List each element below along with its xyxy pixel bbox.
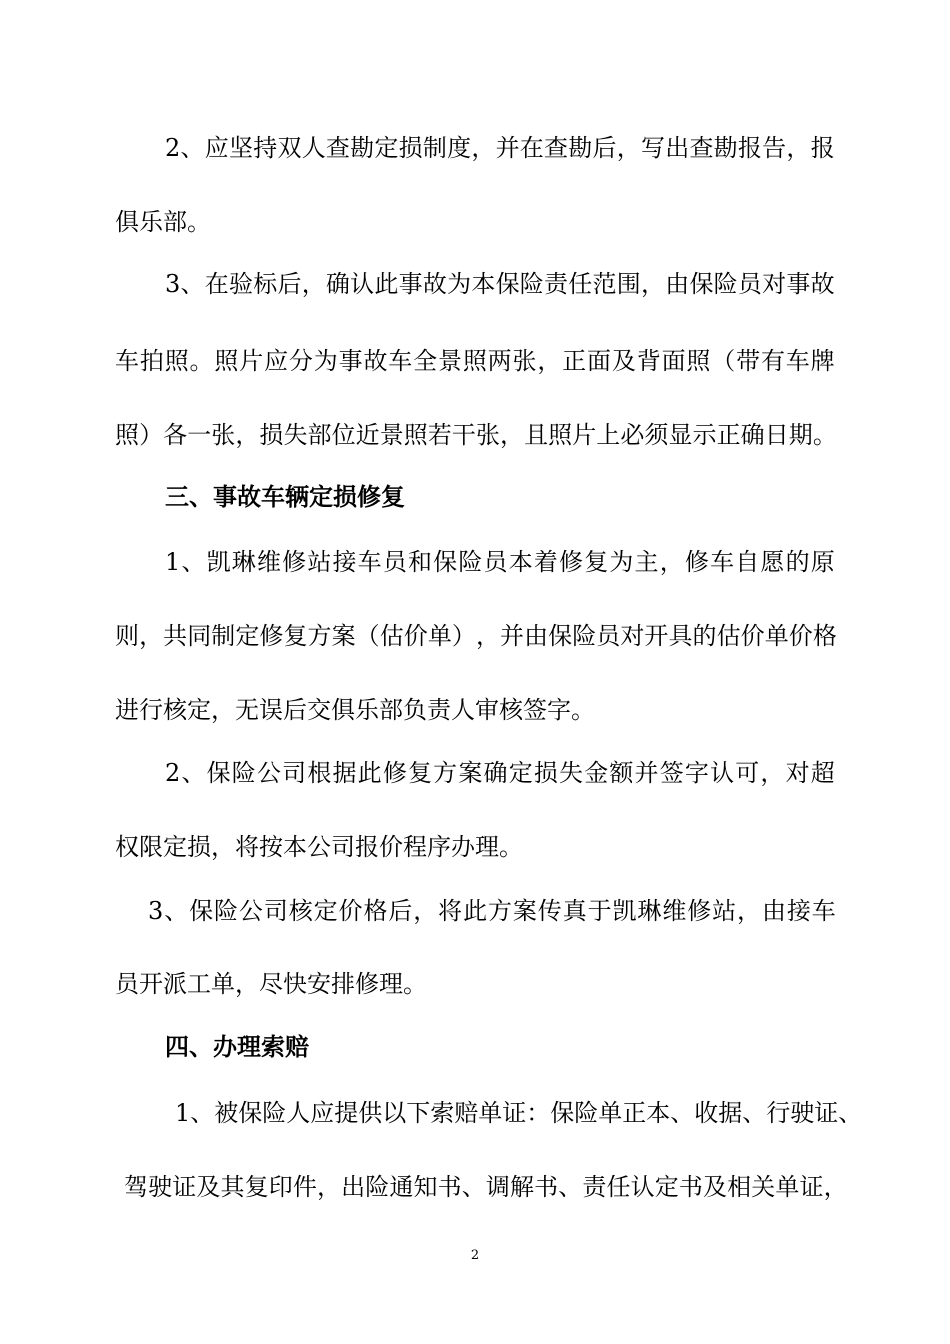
paragraph-line: 车 拍 照 。 照 片 应 分 为 事 故 车 全 景 照 两 张 ， 正 面 及 背 面 照 （ 带 有 车 牌 <box>115 347 835 375</box>
paragraph-line: 1 、 被 保 险 人 应 提 供 以 下 索 赔 单 证 ： 保 险 单 正 本 、 收 据 、 行 驶 证 、 <box>175 1099 863 1127</box>
paragraph-line: 进行核定，无误后交俱乐部负责人审核签字。 <box>115 696 595 724</box>
paragraph-line: 则 ， 共 同 制 定 修 复 方 案 （ 估 价 单 ） ， 并 由 保 险 员 对 开 具 的 估 价 单 价 格 <box>115 622 837 650</box>
page-number: 2 <box>470 1248 480 1263</box>
paragraph-line: 驾 驶 证 及 其 复 印 件 ， 出 险 通 知 书 、 调 解 书 、 责 任 认 定 书 及 相 关 单 证 ， <box>124 1173 848 1201</box>
paragraph-line: 3 、 保 险 公 司 核 定 价 格 后 ， 将 此 方 案 传 真 于 凯 琳 维 修 站 ， 由 接 车 <box>148 897 836 925</box>
paragraph-line: 3 、 在 验 标 后 ， 确 认 此 事 故 为 本 保 险 责 任 范 围 ， 由 保 险 员 对 事 故 <box>165 270 835 298</box>
paragraph-line: 权限定损，将按本公司报价程序办理。 <box>115 833 523 861</box>
paragraph-line: 2 、 保 险 公 司 根 据 此 修 复 方 案 确 定 损 失 金 额 并 签 字 认 可 ， 对 超 <box>165 759 835 787</box>
paragraph-line: 1 、 凯 琳 维 修 站 接 车 员 和 保 险 员 本 着 修 复 为 主 ， 修 车 自 愿 的 原 <box>165 548 835 576</box>
section-heading: 四、办理索赔 <box>165 1032 309 1061</box>
paragraph-line: 2 、 应 坚 持 双 人 查 勘 定 损 制 度 ， 并 在 查 勘 后 ， 写 出 查 勘 报 告 ， 报 <box>165 134 835 162</box>
paragraph-line: 员开派工单，尽快安排修理。 <box>115 970 427 998</box>
section-heading: 三、事故车辆定损修复 <box>165 482 405 511</box>
paragraph-line: 俱乐部。 <box>115 208 211 236</box>
paragraph-line: 照 ） 各 一 张 ， 损 失 部 位 近 景 照 若 干 张 ， 且 照 片 上 必 须 显 示 正 确 日 期 。 <box>115 421 837 449</box>
